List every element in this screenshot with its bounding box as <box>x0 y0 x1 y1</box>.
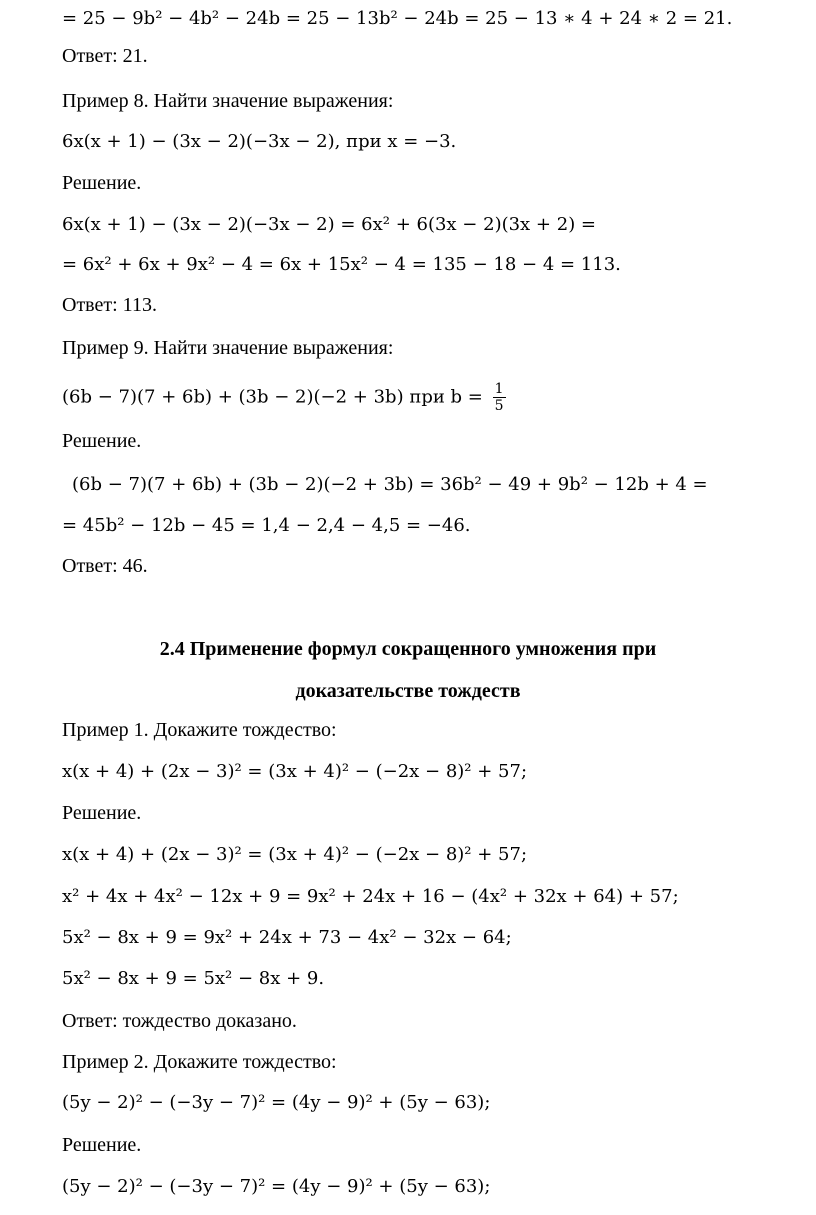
equation-text: (6b − 7)(7 + 6b) + (3b − 2)(−2 + 3b) при b = <box>62 386 483 408</box>
equation-line: x(x + 4) + (2x − 3)² = (3x + 4)² − (−2x − 8)² + 57; <box>62 844 528 865</box>
equation-line: = 45b² − 12b − 45 = 1,4 − 2,4 − 4,5 = −46. <box>62 515 471 536</box>
solution-label: Решение. <box>62 430 142 452</box>
equation-line: (5y − 2)² − (−3y − 7)² = (4y − 9)² + (5y − 63); <box>62 1176 491 1197</box>
example-heading: Пример 1. Докажите тождество: <box>62 719 337 741</box>
equation-line: x(x + 4) + (2x − 3)² = (3x + 4)² − (−2x − 8)² + 57; <box>62 761 528 782</box>
solution-label: Решение. <box>62 1134 142 1156</box>
section-heading: 2.4 Применение формул сокращенного умножения при <box>159 638 657 660</box>
fraction-numerator: 1 <box>494 381 504 397</box>
equation-line: (6b − 7)(7 + 6b) + (3b − 2)(−2 + 3b) = 36b² − 49 + 9b² − 12b + 4 = <box>72 474 708 495</box>
solution-label: Решение. <box>62 172 142 194</box>
section-heading: доказательстве тождеств <box>295 680 521 702</box>
example-heading: Пример 9. Найти значение выражения: <box>62 337 394 359</box>
equation-line: = 25 − 9b² − 4b² − 24b = 25 − 13b² − 24b = 25 − 13 ∗ 4 + 24 ∗ 2 = 21. <box>62 8 733 29</box>
fraction-denominator: 5 <box>494 398 504 414</box>
fraction <box>493 381 506 414</box>
example-heading: Пример 8. Найти значение выражения: <box>62 90 394 112</box>
answer-text: Ответ: тождество доказано. <box>62 1010 297 1032</box>
answer-text: Ответ: 46. <box>62 555 148 577</box>
equation-line: 5x² − 8x + 9 = 9x² + 24x + 73 − 4x² − 32x − 64; <box>62 927 512 948</box>
equation-line: (5y − 2)² − (−3y − 7)² = (4y − 9)² + (5y − 63); <box>62 1092 491 1113</box>
equation-line: 5x² − 8x + 9 = 5x² − 8x + 9. <box>62 968 325 989</box>
answer-text: Ответ: 113. <box>62 294 157 316</box>
example-heading: Пример 2. Докажите тождество: <box>62 1051 337 1073</box>
equation-line <box>62 381 506 414</box>
equation-line: = 6x² + 6x + 9x² − 4 = 6x + 15x² − 4 = 135 − 18 − 4 = 113. <box>62 254 621 275</box>
equation-line: 6x(x + 1) − (3x − 2)(−3x − 2) = 6x² + 6(3x − 2)(3x + 2) = <box>62 214 597 235</box>
equation-line: 6x(x + 1) − (3x − 2)(−3x − 2), при x = −3. <box>62 131 457 152</box>
solution-label: Решение. <box>62 802 142 824</box>
equation-line: x² + 4x + 4x² − 12x + 9 = 9x² + 24x + 16 − (4x² + 32x + 64) + 57; <box>62 886 679 907</box>
answer-text: Ответ: 21. <box>62 45 148 67</box>
